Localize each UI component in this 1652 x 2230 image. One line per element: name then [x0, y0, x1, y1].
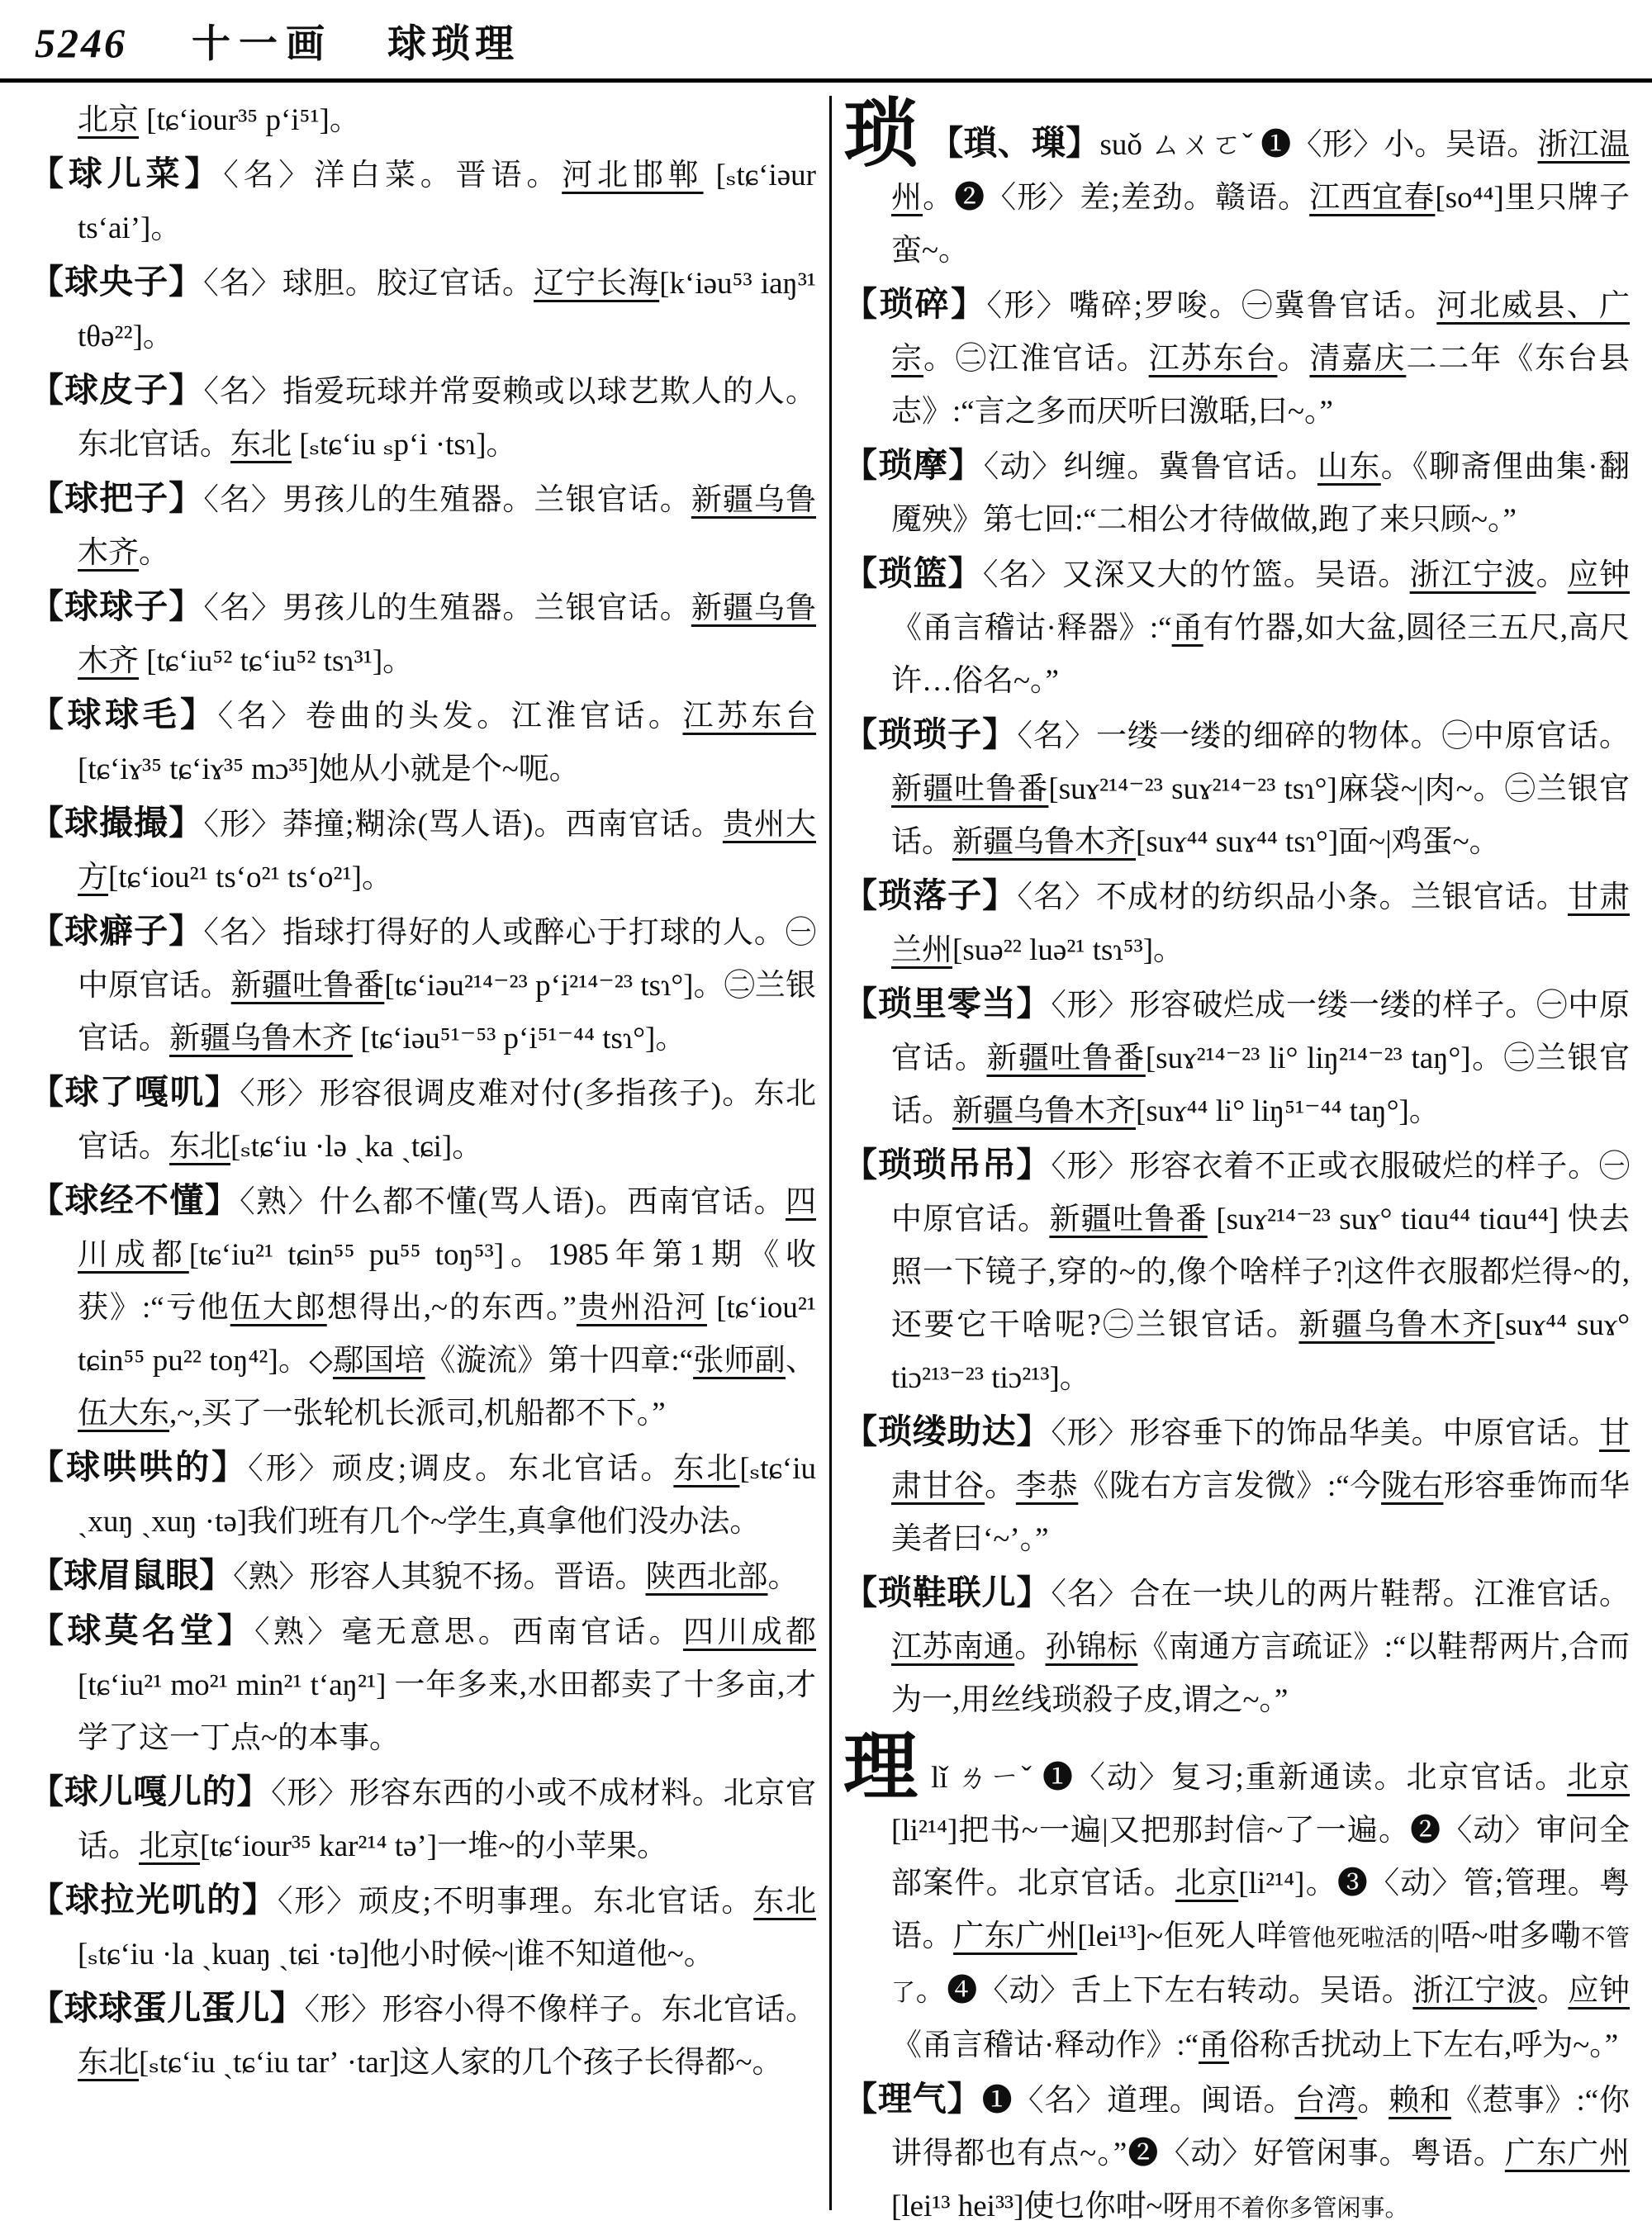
entry-headword: 【球皮子】 — [30, 371, 204, 409]
entry-text: ❶〈名〉道理。闽语。 — [981, 2084, 1295, 2118]
stroke-count-section: 十一画 — [192, 23, 333, 66]
entry-text: [ₛtɕ‘iu ·la ˏkuaŋ ˏtɕi ·tə]他小时候~|谁不知道他~。 — [78, 1938, 714, 1971]
proper-noun-underlined: 新疆吐鲁番 — [986, 1041, 1146, 1075]
entry-headword: 【琐里零当】 — [843, 985, 1051, 1022]
proper-noun-underlined: 应钟 — [1568, 1974, 1630, 2008]
dict-entry — [843, 1405, 1630, 1566]
proper-noun-underlined: 浙江宁波 — [1412, 1974, 1537, 2008]
entry-text: 。 — [1357, 2084, 1389, 2118]
proper-noun-underlined: 北京 — [78, 103, 139, 137]
entry-text: 。❹〈动〉舌上下左右转动。吴语。 — [915, 1974, 1413, 2008]
proper-noun-underlined: 东北 — [169, 1130, 230, 1164]
dict-entry — [843, 869, 1630, 977]
entry-headword: 【球癖子】 — [30, 912, 204, 950]
entry-text: 〈动〉纠缠。冀鲁官话。 — [983, 450, 1317, 484]
entry-text: 。《聊斋俚曲集·翻魇殃》第七回:“二相公才待做做,跑了来只顾~。” — [891, 450, 1631, 537]
entry-headword: 【球把子】 — [30, 479, 204, 517]
proper-noun-underlined: 贵州沿河 — [576, 1291, 707, 1325]
entry-text: 。 — [1536, 1974, 1569, 2008]
head-character: 琐 — [843, 94, 919, 176]
proper-noun-underlined: 东北 — [753, 1885, 817, 1919]
proper-noun-underlined: 东北 — [673, 1452, 740, 1486]
entry-text: 想得出,~的东西。” — [326, 1291, 577, 1325]
entry-text: lǐ ㄌㄧˇ ❶〈动〉复习;重新通读。北京官话。 — [930, 1761, 1568, 1795]
entry-text: 〈形〉顽皮;调皮。东北官话。 — [248, 1452, 674, 1486]
dict-entry — [843, 278, 1630, 439]
entry-text: 俗称舌扰动上下左右,呼为~。” — [1229, 2028, 1619, 2062]
char-section — [843, 94, 1631, 278]
entry-text: [tɕ‘iour³⁵ p‘i⁵¹]。 — [139, 103, 360, 137]
proper-noun-underlined: 新疆乌鲁木齐 — [1298, 1308, 1495, 1342]
proper-noun-underlined: 新疆吐鲁番 — [230, 969, 385, 1003]
proper-noun-underlined: 新疆乌鲁木齐 — [78, 591, 816, 678]
dict-entry — [843, 1566, 1630, 1727]
proper-noun-underlined: 孙锦标 — [1045, 1630, 1138, 1664]
entry-headword: 【琐琐子】 — [843, 715, 1018, 753]
proper-noun-underlined: 江苏东台 — [682, 700, 817, 733]
dict-entry — [843, 1138, 1630, 1405]
small-gloss: 用不着你多管闲事。 — [1193, 2195, 1409, 2222]
proper-noun-underlined: 山东 — [1317, 450, 1381, 484]
proper-noun-underlined: 甬 — [1199, 2028, 1230, 2062]
entry-text: [suə²² luə²¹ tsɿ⁵³]。 — [952, 933, 1184, 967]
entry-text: 〈熟〉毫无意思。西南官话。 — [254, 1616, 683, 1649]
dict-entry — [30, 147, 816, 255]
entry-text: 有竹器,如大盆,圆径三五尺,高尺许…俗名~。” — [891, 611, 1631, 698]
proper-noun-underlined: 新疆乌鲁木齐 — [78, 483, 816, 570]
text-columns — [0, 83, 1652, 2230]
entry-headword: 【球儿嘎儿的】 — [30, 1772, 272, 1810]
entry-text: 〈名〉指球打得好的人或醉心于打球的人。㊀中原官话。 — [78, 916, 816, 1003]
column-divider — [829, 96, 832, 2210]
entry-text: 〈形〉形容垂下的饰品华美。中原官话。 — [1051, 1416, 1599, 1450]
entry-text: 〈名〉洋白菜。晋语。 — [223, 159, 563, 192]
entry-text: 〈形〉形容东西的小或不成材料。北京官话。 — [78, 1777, 817, 1863]
entry-text: [ₛtɕ‘iəur ts‘aiʼ]。 — [78, 159, 817, 245]
proper-noun-underlined: 甘肃兰州 — [891, 880, 1630, 967]
continuation-line — [30, 94, 816, 147]
entry-headword: 【球球毛】 — [30, 695, 218, 733]
entry-headword: 【球了嘎叽】 — [30, 1073, 240, 1111]
entry-headword: 【瑣、璅】 — [929, 124, 1100, 162]
proper-noun-underlined: 贵州大方 — [78, 808, 817, 894]
entry-headword: 【球儿菜】 — [30, 154, 224, 192]
proper-noun-underlined: 赖和 — [1389, 2084, 1451, 2118]
entry-text: [lei¹³ hei³³]使乜你咁~呀 — [891, 2190, 1194, 2223]
proper-noun-underlined: 陕西北部 — [645, 1560, 768, 1594]
dict-entry — [30, 796, 816, 904]
proper-noun-underlined: 北京 — [1175, 1867, 1239, 1900]
proper-noun-underlined: 新疆乌鲁木齐 — [952, 825, 1136, 859]
dict-entry — [843, 547, 1630, 708]
entry-text: 《甬言稽诂·释器》:“ — [891, 611, 1172, 645]
entry-headword: 【球拉光叽的】 — [30, 1881, 278, 1919]
entry-text: 《惹事》:“你讲得都也有点~。”❷〈动〉好管闲事。粤语。 — [891, 2084, 1631, 2171]
entry-text: [li²¹⁴]把书~一遍|又把那封信~了一遍。❷〈动〉审问全部案件。北京官话。 — [891, 1814, 1630, 1900]
proper-noun-underlined: 江苏南通 — [891, 1630, 1015, 1664]
entry-text: [suɤ⁴⁴ li° liŋ⁵¹⁻⁴⁴ taŋ°]。 — [1136, 1094, 1440, 1128]
proper-noun-underlined: 张师副 — [693, 1344, 786, 1378]
dict-entry — [30, 472, 816, 580]
entry-text: 〈熟〉什么都不懂(骂人语)。西南官话。 — [240, 1185, 786, 1219]
entry-text: 二二年《东台县志》:“言之多而厌听曰激聒,曰~。” — [891, 342, 1631, 429]
dict-entry — [843, 977, 1630, 1138]
entry-headword: 【琐篮】 — [843, 554, 983, 592]
proper-noun-underlined: 新疆乌鲁木齐 — [169, 1022, 353, 1056]
entry-headword: 【球哄哄的】 — [30, 1448, 249, 1486]
small-gloss: 管他死啦活的 — [1287, 1925, 1434, 1952]
entry-text: 《漩流》第十四章:“ — [425, 1344, 694, 1378]
entry-text: [tɕ‘iou²¹ tɕin⁵⁵ pu²² toŋ⁴²]。◇ — [78, 1291, 817, 1378]
proper-noun-underlined: 河北威县、广宗 — [891, 289, 1631, 376]
small-gloss: 不管了 — [891, 1925, 1630, 2006]
entry-text: 〈形〉嘴碎;罗唆。㊀冀鲁官话。 — [986, 289, 1437, 323]
entry-text: [k‘iəu⁵³ iaŋ³¹ tθə²²]。 — [78, 267, 817, 353]
entry-headword: 【琐碎】 — [843, 285, 987, 323]
entry-text: 。 — [767, 1560, 799, 1594]
proper-noun-underlined: 浙江宁波 — [1409, 558, 1536, 592]
dict-entry — [30, 1873, 816, 1981]
entry-text: suǒ ㄙㄨㄛˇ ❶〈形〉小。吴语。 — [1099, 128, 1538, 162]
proper-noun-underlined: 甘肃甘谷 — [891, 1416, 1630, 1503]
entry-text: [suɤ²¹⁴⁻²³ suɤ° tiɑu⁴⁴ tiɑu⁴⁴] 快去照一下镜子,穿的~的,像个啥样子?|这件衣服都烂得~的,还要它干啥呢?㊁兰银官话。 — [891, 1203, 1631, 1342]
proper-noun-underlined: 北京 — [139, 1829, 200, 1863]
entry-text: 。 — [139, 536, 169, 570]
entry-text: [suɤ⁴⁴ suɤ° tiɔ²¹³⁻²³ tiɔ²¹³]。 — [891, 1308, 1631, 1395]
entry-text: 《南通方言疏证》:“以鞋帮两片,合而为一,用丝线琐殺子皮,谓之~。” — [891, 1630, 1631, 1717]
entry-text: 《甬言稽诂·释动作》:“ — [891, 2028, 1199, 2062]
proper-noun-underlined: 伍大东 — [78, 1397, 169, 1431]
entry-text: 〈形〉莽撞;糊涂(骂人语)。西南官话。 — [203, 808, 723, 842]
proper-noun-underlined: 李恭 — [1015, 1469, 1079, 1503]
entry-text: [tɕ‘iu²¹ mo²¹ min²¹ t‘aŋ²¹] 一年多来,水田都卖了十多亩,才学了这一丁点~的本事。 — [78, 1668, 816, 1755]
entry-text: 。 — [1536, 558, 1568, 592]
entry-text: [ₛtɕ‘iu ₛp‘i ·tsɿ]。 — [292, 428, 517, 462]
dict-entry — [30, 904, 816, 1065]
proper-noun-underlined: 清嘉庆 — [1309, 342, 1407, 376]
entry-text: 〈名〉一缕一缕的细碎的物体。㊀中原官话。 — [1017, 719, 1630, 753]
entry-text: 。㊁江淮官话。 — [923, 342, 1149, 376]
entry-text: 〈名〉合在一块儿的两片鞋帮。江淮官话。 — [1051, 1578, 1630, 1611]
dict-entry — [30, 1549, 816, 1604]
dict-entry — [843, 708, 1630, 869]
proper-noun-underlined: 应钟 — [1567, 558, 1631, 592]
entry-text: [tɕ‘iəu²¹⁴⁻²³ p‘i²¹⁴⁻²³ tsɿ°]。㊁兰银官话。 — [78, 969, 817, 1056]
entry-headword: 【琐鞋联儿】 — [843, 1573, 1051, 1611]
proper-noun-underlined: 广东广州 — [1504, 2137, 1630, 2171]
entry-text: 〈名〉球胆。胶辽官话。 — [203, 267, 534, 301]
dict-entry — [30, 1981, 816, 2090]
entry-text: 。 — [985, 1469, 1016, 1503]
entry-text: 〈名〉指爱玩球并常耍赖或以球艺欺人的人。东北官话。 — [78, 375, 816, 462]
entry-text: 〈形〉形容衣着不正或衣服破烂的样子。㊀中原官话。 — [891, 1150, 1630, 1236]
entry-text: [suɤ²¹⁴⁻²³ li° liŋ²¹⁴⁻²³ taŋ°]。㊁兰银官话。 — [891, 1041, 1631, 1128]
entry-text: ,~,买了一张轮机长派司,机船都不下。” — [169, 1397, 666, 1431]
proper-noun-underlined: 东北 — [230, 428, 292, 462]
head-character: 理 — [843, 1727, 919, 1809]
entry-text: 。 — [1014, 1630, 1046, 1664]
entry-headword: 【球莫名堂】 — [30, 1611, 255, 1649]
left-column — [30, 94, 816, 2230]
entry-text: [ₛtɕ‘iu ·lə ˏka ˏtɕi]。 — [230, 1130, 483, 1164]
proper-noun-underlined: 河北邯郸 — [562, 159, 704, 192]
proper-noun-underlined: 台湾 — [1294, 2084, 1358, 2118]
page-header — [0, 0, 1652, 69]
entry-text: [li²¹⁴]。❸〈动〉管;管理。粤语。 — [891, 1867, 1630, 1953]
entry-headword: 【琐摩】 — [843, 446, 984, 484]
proper-noun-underlined: 陇右 — [1381, 1469, 1444, 1503]
dict-entry — [30, 688, 816, 796]
entry-text: 〈形〉形容小得不像样子。东北官话。 — [304, 1993, 816, 2027]
entry-text: 形容垂饰而华美者曰‘~’。” — [891, 1469, 1631, 1556]
entry-headword: 【琐落子】 — [843, 876, 1018, 914]
entry-headword: 【琐缕助达】 — [843, 1412, 1051, 1450]
proper-noun-underlined: 北京 — [1567, 1761, 1631, 1795]
proper-noun-underlined: 东北 — [78, 2046, 139, 2080]
dict-entry — [30, 1765, 816, 1873]
proper-noun-underlined: 甬 — [1171, 611, 1203, 645]
entry-headword: 【球央子】 — [30, 263, 204, 301]
dict-entry — [843, 439, 1630, 547]
entry-text: |唔~咁多嘞 — [1433, 1919, 1582, 1953]
dict-entry — [30, 1604, 816, 1765]
entry-text: [ₛtɕ‘iu ˏtɕ‘iu tarʼ ·tar]这人家的几个孩子长得都~。 — [139, 2046, 783, 2080]
proper-noun-underlined: 辽宁长海 — [534, 267, 660, 301]
entry-text: [tɕ‘iu⁵² tɕ‘iu⁵² tsɿ³¹]。 — [139, 644, 414, 678]
char-section — [843, 1727, 1631, 2072]
proper-noun-underlined: 浙江温州 — [891, 128, 1631, 215]
proper-noun-underlined: 四川成都 — [682, 1616, 817, 1649]
dict-entry — [30, 1440, 816, 1549]
proper-noun-underlined: 新疆吐鲁番 — [1049, 1203, 1208, 1236]
entry-text: [suɤ²¹⁴⁻²³ suɤ²¹⁴⁻²³ tsɿ°]麻袋~|肉~。㊁兰银官话。 — [891, 772, 1631, 859]
entry-text: [tɕ‘iɤ³⁵ tɕ‘iɤ³⁵ mɔ³⁵]她从小就是个~呃。 — [78, 752, 580, 786]
proper-noun-underlined: 伍大郎 — [230, 1291, 327, 1325]
entry-text: [suɤ⁴⁴ suɤ⁴⁴ tsɿ°]面~|鸡蛋~。 — [1136, 825, 1500, 859]
entry-headword: 【球眉鼠眼】 — [30, 1556, 233, 1594]
entry-text: [tɕ‘iəu⁵¹⁻⁵³ p‘i⁵¹⁻⁴⁴ tsɿ°]。 — [353, 1022, 686, 1056]
dict-entry — [30, 363, 816, 472]
entry-text: 、 — [786, 1344, 817, 1378]
proper-noun-underlined: 四川成都 — [78, 1185, 816, 1272]
dict-entry — [30, 255, 816, 363]
dict-entry — [30, 1174, 816, 1440]
entry-text: [lei¹³]~佢死人咩 — [1077, 1919, 1288, 1953]
entry-text: 《陇右方言发微》:“今 — [1078, 1469, 1382, 1503]
proper-noun-underlined: 江西宜春 — [1309, 181, 1436, 215]
entry-text: 〈形〉顽皮;不明事理。东北官话。 — [277, 1885, 754, 1919]
page-number: 5246 — [35, 20, 127, 66]
proper-noun-underlined: 广东广州 — [953, 1919, 1078, 1953]
entry-text: [tɕ‘iou²¹ ts‘o²¹ ts‘o²¹]。 — [108, 861, 393, 894]
dict-entry — [843, 2072, 1630, 2230]
section-head-characters: 球琐理 — [387, 23, 519, 66]
entry-text: 〈熟〉形容人其貌不扬。晋语。 — [233, 1560, 646, 1594]
entry-text: 〈形〉形容很调皮难对付(多指孩子)。东北官话。 — [78, 1077, 816, 1164]
entry-text: [ₛtɕ‘iu ˏxuŋ ˏxuŋ ·tə]我们班有几个~学生,真拿他们没办法。 — [78, 1452, 817, 1539]
entry-text: [tɕ‘iu²¹ tɕin⁵⁵ pu⁵⁵ toŋ⁵³]。1985年第1期《收获》:“亏他 — [78, 1238, 816, 1325]
entry-text: 〈形〉形容破烂成一缕一缕的样子。㊀中原官话。 — [891, 989, 1630, 1075]
entry-text: 〈名〉男孩儿的生殖器。兰银官话。 — [203, 483, 691, 517]
right-column — [843, 94, 1630, 2230]
entry-text: 〈名〉又深又大的竹篮。吴语。 — [982, 558, 1410, 592]
entry-headword: 【球球子】 — [30, 587, 204, 625]
entry-headword: 【理气】 — [843, 2080, 982, 2118]
entry-text: 〈名〉不成材的纺织品小条。兰银官话。 — [1017, 880, 1568, 914]
entry-headword: 【球撮撮】 — [30, 804, 204, 842]
entry-headword: 【琐琐吊吊】 — [843, 1146, 1051, 1184]
entry-headword: 【球球蛋儿蛋儿】 — [30, 1989, 305, 2027]
dict-entry — [30, 1065, 816, 1174]
entry-text: 〈名〉卷曲的头发。江淮官话。 — [217, 700, 683, 733]
entry-text: [so⁴⁴]里只牌子蛮~。 — [891, 181, 1630, 268]
proper-noun-underlined: 新疆乌鲁木齐 — [952, 1094, 1136, 1128]
entry-text: 〈名〉男孩儿的生殖器。兰银官话。 — [203, 591, 691, 625]
proper-noun-underlined: 江苏东台 — [1148, 342, 1278, 376]
entry-headword: 【球经不懂】 — [30, 1181, 240, 1219]
entry-text: 。 — [1277, 342, 1310, 376]
dict-entry — [30, 580, 816, 688]
entry-text: [tɕ‘iour³⁵ kar²¹⁴ təʼ]一堆~的小苹果。 — [200, 1829, 668, 1863]
proper-noun-underlined: 新疆吐鲁番 — [891, 772, 1049, 806]
entry-text: 。❷〈形〉差;差劲。赣语。 — [923, 181, 1310, 215]
proper-noun-underlined: 鄢国培 — [332, 1344, 425, 1378]
